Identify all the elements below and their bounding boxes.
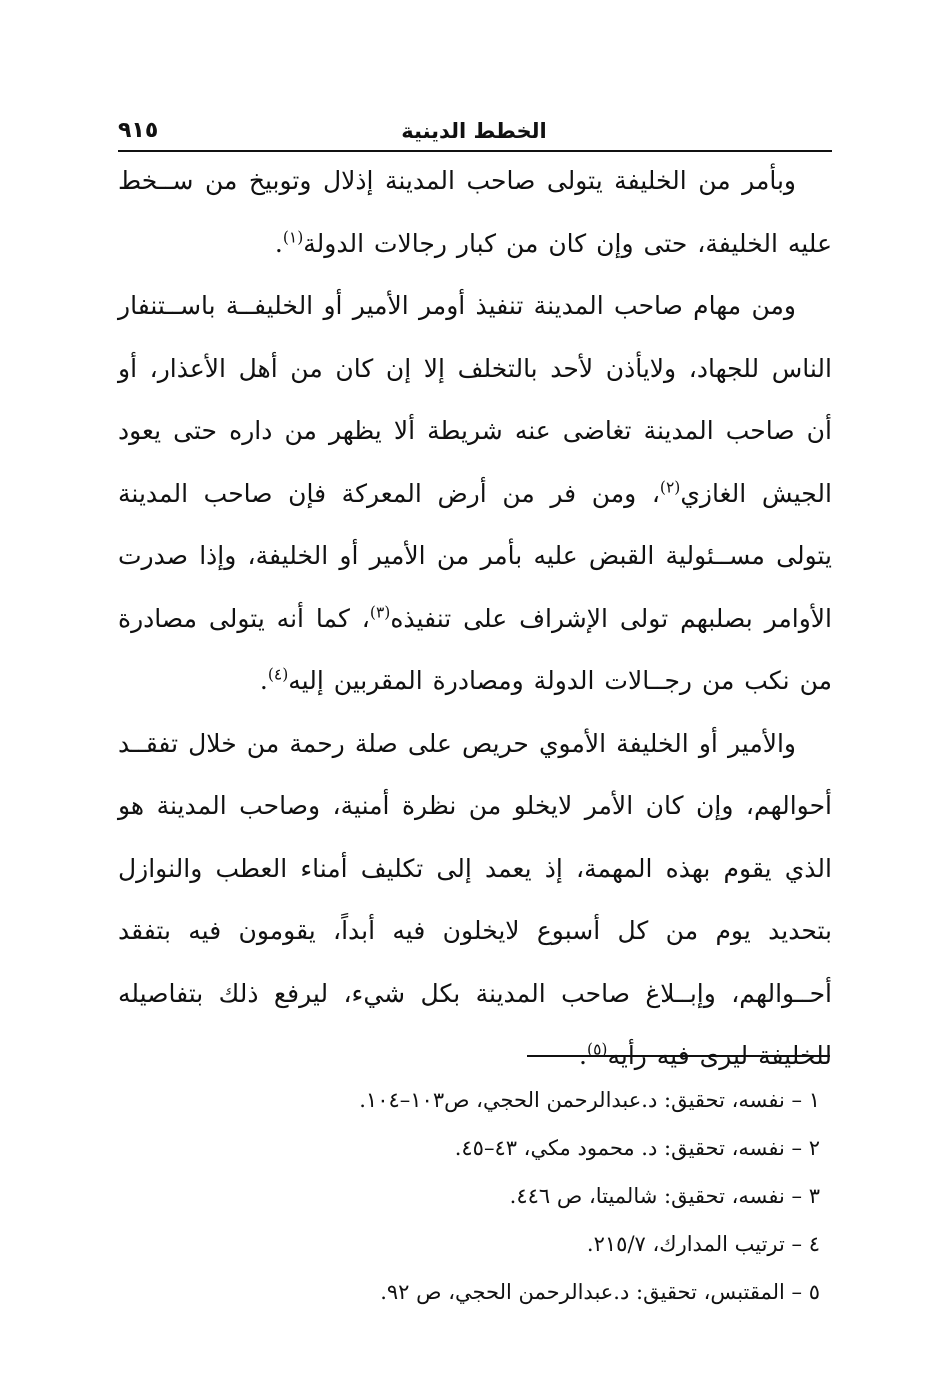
paragraph-line: أن صاحب المدينة تغاضى عنه شريطة ألا يظهر من داره حتى يعود الجيش [118, 416, 832, 508]
running-header [118, 114, 830, 148]
main-text [118, 150, 832, 1088]
paragraph-line: أحوالهم، وإن كان الأمر لايخلو من نظرة أمنية، وصاحب المدينة هو الذي [118, 791, 832, 883]
paragraph-line: الناس للجهاد، ولايأذن لأحد بالتخلف إلا إن كان من أهل الأعذار، أو [118, 353, 832, 383]
footnote-marker: (٣) [369, 603, 391, 622]
paragraph-line: يقوم بهذه المهمة، إذ يعمد إلى تكليف أمناء العطب والنوازل بتحديد يوم [118, 853, 832, 945]
paragraph-2 [118, 275, 832, 713]
paragraph-line: الغازي [680, 478, 747, 508]
sentence-end: . [274, 228, 283, 258]
footnote-1: ١ – نفسه، تحقيق: د.عبدالرحمن الحجي، ص١٠٣–١٠٤. [359, 1088, 820, 1112]
sentence-end: . [579, 1041, 587, 1070]
footnote-marker: (١) [282, 228, 304, 247]
footnote-marker: (٤) [267, 665, 289, 684]
paragraph-3 [118, 713, 832, 1088]
footnote-2: ٢ – نفسه، تحقيق: د. محمود مكي، ٤٣–٤٥. [454, 1136, 820, 1160]
running-title: الخطط الدينية [401, 119, 547, 143]
paragraph-1 [118, 150, 832, 275]
footnote-separator [527, 1055, 830, 1057]
paragraph-line: من كل أسبوع لايخلون فيه أبداً، يقومون فيه بتفقد أحــوالهم، وإبــلاغ [118, 916, 832, 1008]
paragraph-line: صاحب المدينة بكل شيء، ليرفع ذلك بتفاصيله للخليفة ليرى فيه رأيه [118, 978, 832, 1070]
sentence-end: . [259, 666, 268, 695]
paragraph-line: الدولة ومصادرة المقربين إليه [288, 666, 595, 695]
footnote-marker: (٢) [659, 478, 681, 497]
footnote-marker: (٥) [587, 1040, 608, 1059]
paragraph-line: عليه الخليفة، حتى وإن كان من كبار رجالات الدولة [303, 228, 832, 258]
paragraph-line: ومن مهام صاحب المدينة تنفيذ أومر الأمير أو الخليفــة باســتنفار [118, 291, 796, 320]
paragraph-line: ، كما أنه يتولى مصادرة من نكب من رجــالات [118, 603, 832, 695]
footnote-3: ٣ – نفسه، تحقيق: شالميتا، ص ٤٤٦. [509, 1184, 820, 1208]
footnote-4: ٤ – ترتيب المدارك، ٢١٥/٧. [586, 1232, 820, 1256]
paragraph-line: وبأمر من الخليفة يتولى صاحب المدينة إذلال وتوبيخ من ســخط [118, 166, 796, 195]
paragraph-line: القبض عليه بأمر من الأمير أو الخليفة، وإذا صدرت الأوامر بصلبهم تولى [118, 541, 833, 633]
footnote-5: ٥ – المقتبس، تحقيق: د.عبدالرحمن الحجي، ص ٩٢. [380, 1280, 820, 1304]
page-number: ٩١٥ [118, 118, 159, 143]
paragraph-line: الإشراف على تنفيذه [390, 603, 608, 633]
footnotes [330, 1076, 820, 1316]
paragraph-line: والأمير أو الخليفة الأموي حريص على صلة رحمة من خلال تفقــد [118, 728, 796, 758]
paragraph-line: ، ومن فر من أرض المعركة فإن صاحب المدينة يتولى مســئولية [118, 478, 832, 570]
